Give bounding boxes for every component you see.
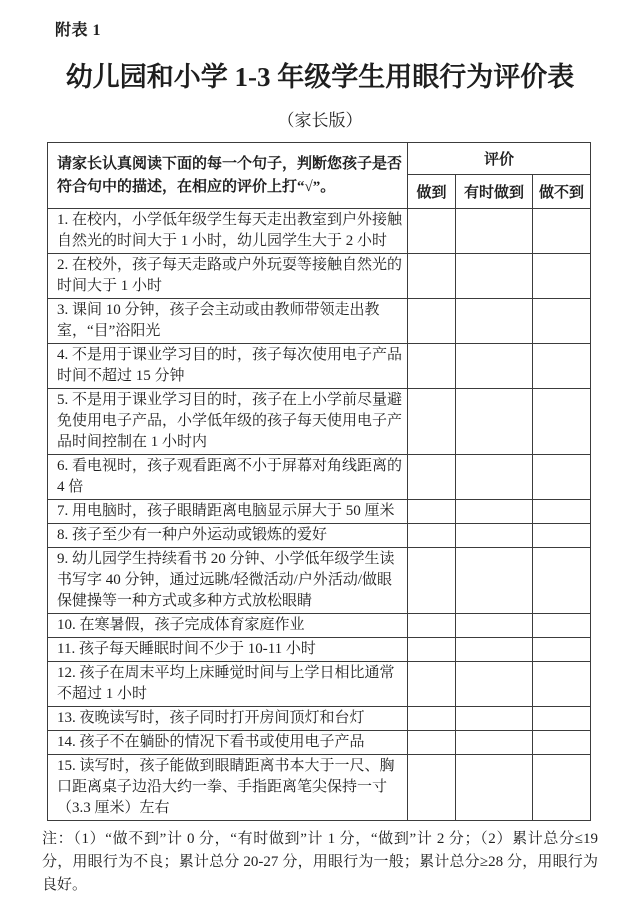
mark-cell-not-done xyxy=(533,731,591,755)
item-text: 12. 孩子在周末平均上床睡觉时间与上学日相比通常不超过 1 小时 xyxy=(48,662,408,707)
item-text: 1. 在校内，小学低年级学生每天走出教室到户外接触自然光的时间大于 1 小时，幼儿园学生大于 2 小时 xyxy=(48,209,408,254)
mark-cell-not-done xyxy=(533,209,591,254)
mark-cell-not-done xyxy=(533,455,591,500)
mark-cell-sometimes xyxy=(456,524,533,548)
mark-cell-not-done xyxy=(533,707,591,731)
mark-cell-done xyxy=(408,755,456,821)
item-text: 13. 夜晚读写时，孩子同时打开房间顶灯和台灯 xyxy=(48,707,408,731)
page-subtitle: （家长版） xyxy=(277,111,363,130)
mark-cell-not-done xyxy=(533,299,591,344)
mark-cell-done xyxy=(408,524,456,548)
table-row xyxy=(48,662,591,707)
table-row xyxy=(48,731,591,755)
table-row xyxy=(48,755,591,821)
table-row xyxy=(48,209,591,254)
table-row xyxy=(48,524,591,548)
mark-cell-done xyxy=(408,209,456,254)
option-header-done: 做到 xyxy=(408,175,456,209)
mark-cell-sometimes xyxy=(456,299,533,344)
item-text: 9. 幼儿园学生持续看书 20 分钟、小学低年级学生读书写字 40 分钟，通过远眺/轻微活动/户外活动/做眼保健操等一种方式或多种方式放松眼睛 xyxy=(48,548,408,614)
mark-cell-done xyxy=(408,662,456,707)
item-text: 2. 在校外，孩子每天走路或户外玩耍等接触自然光的时间大于 1 小时 xyxy=(48,254,408,299)
mark-cell-done xyxy=(408,707,456,731)
mark-cell-sometimes xyxy=(456,209,533,254)
item-text: 15. 读写时，孩子能做到眼睛距离书本大于一尺、胸口距离桌子边沿大约一拳、手指距离笔尖保持一寸（3.3 厘米）左右 xyxy=(48,755,408,821)
mark-cell-sometimes xyxy=(456,254,533,299)
table-row xyxy=(48,707,591,731)
page-title: 幼儿园和小学 1-3 年级学生用眼行为评价表 xyxy=(65,62,575,92)
mark-cell-not-done xyxy=(533,662,591,707)
item-text: 6. 看电视时，孩子观看距离不小于屏幕对角线距离的 4 倍 xyxy=(48,455,408,500)
instruction-cell: 请家长认真阅读下面的每一个句子，判断您孩子是否符合句中的描述，在相应的评价上打“√”。 xyxy=(48,143,408,209)
table-row xyxy=(48,638,591,662)
mark-cell-done xyxy=(408,299,456,344)
mark-cell-sometimes xyxy=(456,500,533,524)
mark-cell-sometimes xyxy=(456,548,533,614)
items-body xyxy=(48,209,591,821)
mark-cell-done xyxy=(408,389,456,455)
item-text: 11. 孩子每天睡眠时间不少于 10-11 小时 xyxy=(48,638,408,662)
option-header-not-done: 做不到 xyxy=(533,175,591,209)
mark-cell-done xyxy=(408,638,456,662)
mark-cell-not-done xyxy=(533,548,591,614)
item-text: 5. 不是用于课业学习目的时，孩子在上小学前尽量避免使用电子产品，小学低年级的孩子每天使用电子产品时间控制在 1 小时内 xyxy=(48,389,408,455)
table-row xyxy=(48,500,591,524)
mark-cell-not-done xyxy=(533,755,591,821)
mark-cell-not-done xyxy=(533,638,591,662)
mark-cell-done xyxy=(408,500,456,524)
table-row xyxy=(48,389,591,455)
mark-cell-done xyxy=(408,344,456,389)
item-text: 14. 孩子不在躺卧的情况下看书或使用电子产品 xyxy=(48,731,408,755)
mark-cell-sometimes xyxy=(456,614,533,638)
item-text: 4. 不是用于课业学习目的时，孩子每次使用电子产品时间不超过 15 分钟 xyxy=(48,344,408,389)
item-text: 7. 用电脑时，孩子眼睛距离电脑显示屏大于 50 厘米 xyxy=(48,500,408,524)
mark-cell-done xyxy=(408,254,456,299)
header-row-evaluation xyxy=(48,143,591,175)
mark-cell-done xyxy=(408,548,456,614)
item-text: 3. 课间 10 分钟，孩子会主动或由教师带领走出教室，“目”浴阳光 xyxy=(48,299,408,344)
mark-cell-done xyxy=(408,614,456,638)
mark-cell-sometimes xyxy=(456,755,533,821)
mark-cell-done xyxy=(408,731,456,755)
mark-cell-not-done xyxy=(533,500,591,524)
mark-cell-done xyxy=(408,455,456,500)
table-row xyxy=(48,344,591,389)
mark-cell-not-done xyxy=(533,344,591,389)
table-row xyxy=(48,299,591,344)
mark-cell-sometimes xyxy=(456,662,533,707)
table-row xyxy=(48,455,591,500)
evaluation-table xyxy=(47,142,591,821)
scoring-note: 注：（1）“做不到”计 0 分，“有时做到”计 1 分，“做到”计 2 分；（2）累计总分≤19 分，用眼行为不良；累计总分 20-27 分，用眼行为一般；累计总分≥28 分，用眼行为良好。 xyxy=(42,831,598,893)
mark-cell-not-done xyxy=(533,254,591,299)
table-row xyxy=(48,614,591,638)
option-header-sometimes: 有时做到 xyxy=(456,175,533,209)
mark-cell-sometimes xyxy=(456,731,533,755)
mark-cell-sometimes xyxy=(456,638,533,662)
item-text: 10. 在寒暑假，孩子完成体育家庭作业 xyxy=(48,614,408,638)
mark-cell-not-done xyxy=(533,614,591,638)
appendix-label: 附表 1 xyxy=(55,22,102,39)
mark-cell-sometimes xyxy=(456,707,533,731)
mark-cell-sometimes xyxy=(456,455,533,500)
mark-cell-sometimes xyxy=(456,344,533,389)
table-row xyxy=(48,254,591,299)
item-text: 8. 孩子至少有一种户外运动或锻炼的爱好 xyxy=(48,524,408,548)
mark-cell-not-done xyxy=(533,389,591,455)
evaluation-header: 评价 xyxy=(408,143,591,175)
mark-cell-sometimes xyxy=(456,389,533,455)
mark-cell-not-done xyxy=(533,524,591,548)
table-row xyxy=(48,548,591,614)
